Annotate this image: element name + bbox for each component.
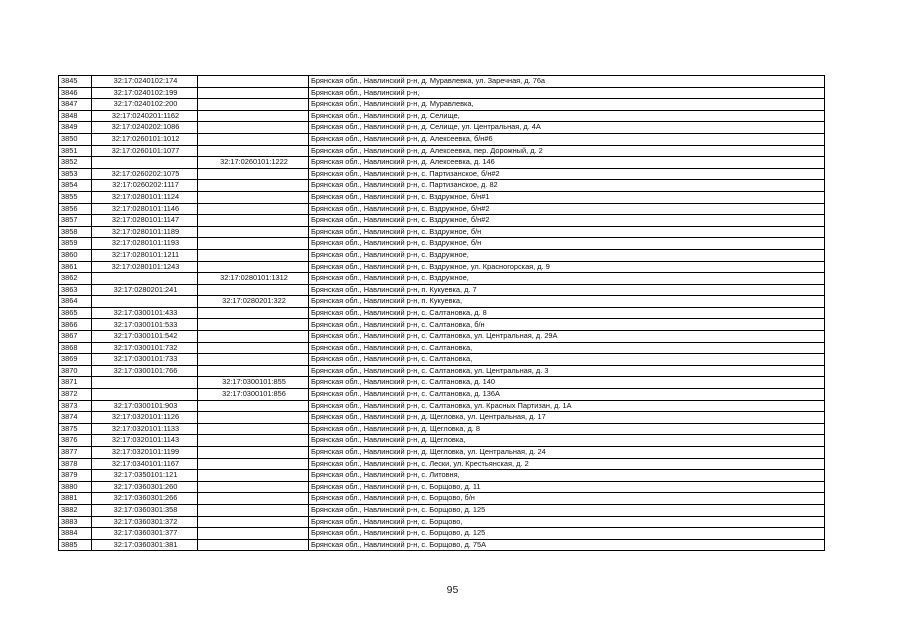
table-row: [59, 342, 825, 354]
address-cell: Брянская обл., Навлинский р-н, с. Борщово, б/н: [309, 493, 825, 505]
row-number-cell: 3855: [59, 191, 92, 203]
cadastral-number-cell: 32:17:0240202:1086: [92, 122, 198, 134]
cadastral-number-alt-cell: [198, 191, 309, 203]
row-number-cell: 3861: [59, 261, 92, 273]
table-row: [59, 133, 825, 145]
cadastral-number-cell: 32:17:0240201:1162: [92, 110, 198, 122]
address-cell: Брянская обл., Навлинский р-н, д. Щегловка, ул. Центральная, д. 17: [309, 412, 825, 424]
row-number-cell: 3862: [59, 273, 92, 285]
cadastral-number-alt-cell: 32:17:0280101:1312: [198, 273, 309, 285]
table-row: [59, 504, 825, 516]
address-cell: Брянская обл., Навлинский р-н, п. Кукуевка,: [309, 296, 825, 308]
table-row: [59, 110, 825, 122]
cadastral-number-alt-cell: [198, 133, 309, 145]
address-cell: Брянская обл., Навлинский р-н, д. Селище, ул. Центральная, д. 4А: [309, 122, 825, 134]
row-number-cell: 3849: [59, 122, 92, 134]
cadastral-number-cell: [92, 157, 198, 169]
table-row: [59, 168, 825, 180]
cadastral-number-alt-cell: [198, 423, 309, 435]
cadastral-number-cell: 32:17:0280201:241: [92, 284, 198, 296]
cadastral-number-cell: 32:17:0300101:766: [92, 365, 198, 377]
cadastral-number-alt-cell: 32:17:0300101:855: [198, 377, 309, 389]
cadastral-number-cell: 32:17:0350101:121: [92, 470, 198, 482]
cadastral-number-alt-cell: [198, 203, 309, 215]
cadastral-number-cell: 32:17:0240102:200: [92, 99, 198, 111]
cadastral-number-cell: 32:17:0320101:1199: [92, 447, 198, 459]
cadastral-number-alt-cell: [198, 215, 309, 227]
cadastral-number-alt-cell: [198, 400, 309, 412]
cadastral-number-alt-cell: [198, 110, 309, 122]
table-row: [59, 238, 825, 250]
table-row: [59, 470, 825, 482]
cadastral-number-cell: [92, 273, 198, 285]
row-number-cell: 3867: [59, 331, 92, 343]
row-number-cell: 3858: [59, 226, 92, 238]
table-row: [59, 296, 825, 308]
table-row: [59, 319, 825, 331]
row-number-cell: 3883: [59, 516, 92, 528]
address-cell: Брянская обл., Навлинский р-н, с. Салтановка, ул. Центральная, д. 3: [309, 365, 825, 377]
cadastral-number-cell: 32:17:0300101:903: [92, 400, 198, 412]
cadastral-number-cell: 32:17:0300101:733: [92, 354, 198, 366]
row-number-cell: 3857: [59, 215, 92, 227]
cadastral-number-alt-cell: [198, 470, 309, 482]
row-number-cell: 3882: [59, 504, 92, 516]
cadastral-number-alt-cell: [198, 319, 309, 331]
row-number-cell: 3853: [59, 168, 92, 180]
row-number-cell: 3846: [59, 87, 92, 99]
table-row: [59, 307, 825, 319]
table-row: [59, 516, 825, 528]
address-cell: Брянская обл., Навлинский р-н, с. Салтановка, ул. Центральная, д. 29А: [309, 331, 825, 343]
table-row: [59, 215, 825, 227]
address-cell: Брянская обл., Навлинский р-н, д. Алексеевка, б/н#6: [309, 133, 825, 145]
address-cell: Брянская обл., Навлинский р-н,: [309, 87, 825, 99]
cadastral-number-cell: 32:17:0280101:1146: [92, 203, 198, 215]
row-number-cell: 3852: [59, 157, 92, 169]
table-row: [59, 354, 825, 366]
address-cell: Брянская обл., Навлинский р-н, с. Вздружное,: [309, 249, 825, 261]
table-row: [59, 284, 825, 296]
cadastral-number-cell: 32:17:0360301:260: [92, 481, 198, 493]
cadastral-number-alt-cell: [198, 122, 309, 134]
table-row: [59, 331, 825, 343]
cadastral-number-cell: 32:17:0280101:1147: [92, 215, 198, 227]
table-row: [59, 377, 825, 389]
table-row: [59, 180, 825, 192]
row-number-cell: 3878: [59, 458, 92, 470]
cadastral-number-alt-cell: [198, 539, 309, 551]
cadastral-number-alt-cell: [198, 435, 309, 447]
address-cell: Брянская обл., Навлинский р-н, с. Партизанское, д. 82: [309, 180, 825, 192]
cadastral-number-cell: 32:17:0260101:1077: [92, 145, 198, 157]
address-cell: Брянская обл., Навлинский р-н, с. Партизанское, б/н#2: [309, 168, 825, 180]
table-row: [59, 203, 825, 215]
cadastral-number-cell: 32:17:0240102:199: [92, 87, 198, 99]
address-cell: Брянская обл., Навлинский р-н, д. Селище,: [309, 110, 825, 122]
row-number-cell: 3859: [59, 238, 92, 250]
page-number: 95: [446, 584, 459, 596]
cadastral-number-cell: 32:17:0340101:1167: [92, 458, 198, 470]
cadastral-number-alt-cell: [198, 249, 309, 261]
cadastral-number-alt-cell: [198, 226, 309, 238]
cadastral-number-cell: 32:17:0360301:377: [92, 528, 198, 540]
address-cell: Брянская обл., Навлинский р-н, с. Борщово, д. 75А: [309, 539, 825, 551]
cadastral-number-cell: 32:17:0300101:542: [92, 331, 198, 343]
row-number-cell: 3871: [59, 377, 92, 389]
row-number-cell: 3851: [59, 145, 92, 157]
table-row: [59, 191, 825, 203]
cadastral-number-alt-cell: [198, 168, 309, 180]
address-cell: Брянская обл., Навлинский р-н, с. Салтановка, д. 140: [309, 377, 825, 389]
cadastral-number-alt-cell: [198, 180, 309, 192]
row-number-cell: 3879: [59, 470, 92, 482]
row-number-cell: 3877: [59, 447, 92, 459]
cadastral-number-alt-cell: [198, 481, 309, 493]
cadastral-number-alt-cell: [198, 238, 309, 250]
address-cell: Брянская обл., Навлинский р-н, д. Алексеевка, пер. Дорожный, д. 2: [309, 145, 825, 157]
cadastral-number-cell: 32:17:0360301:358: [92, 504, 198, 516]
row-number-cell: 3848: [59, 110, 92, 122]
row-number-cell: 3864: [59, 296, 92, 308]
row-number-cell: 3885: [59, 539, 92, 551]
table-row: [59, 99, 825, 111]
address-cell: Брянская обл., Навлинский р-н, с. Борщово, д. 125: [309, 528, 825, 540]
row-number-cell: 3866: [59, 319, 92, 331]
address-cell: Брянская обл., Навлинский р-н, с. Вздружное, б/н: [309, 226, 825, 238]
row-number-cell: 3863: [59, 284, 92, 296]
row-number-cell: 3860: [59, 249, 92, 261]
cadastral-number-alt-cell: [198, 99, 309, 111]
address-cell: Брянская обл., Навлинский р-н, с. Салтановка, ул. Красных Партизан, д. 1А: [309, 400, 825, 412]
table-row: [59, 493, 825, 505]
cadastral-number-cell: [92, 377, 198, 389]
cadastral-number-cell: 32:17:0280101:1124: [92, 191, 198, 203]
table-row: [59, 261, 825, 273]
address-cell: Брянская обл., Навлинский р-н, с. Вздружное, б/н#2: [309, 215, 825, 227]
row-number-cell: 3884: [59, 528, 92, 540]
cadastral-number-alt-cell: [198, 504, 309, 516]
row-number-cell: 3856: [59, 203, 92, 215]
table-row: [59, 226, 825, 238]
cadastral-number-cell: 32:17:0280101:1243: [92, 261, 198, 273]
cadastral-number-cell: 32:17:0300101:533: [92, 319, 198, 331]
address-cell: Брянская обл., Навлинский р-н, с. Салтановка, б/н: [309, 319, 825, 331]
cadastral-number-cell: 32:17:0240102:174: [92, 76, 198, 88]
address-cell: Брянская обл., Навлинский р-н, д. Щегловка, ул. Центральная, д. 24: [309, 447, 825, 459]
cadastral-number-cell: [92, 296, 198, 308]
row-number-cell: 3868: [59, 342, 92, 354]
row-number-cell: 3873: [59, 400, 92, 412]
table-row: [59, 157, 825, 169]
address-cell: Брянская обл., Навлинский р-н, с. Салтановка, д. 8: [309, 307, 825, 319]
cadastral-number-cell: 32:17:0320101:1143: [92, 435, 198, 447]
table-row: [59, 249, 825, 261]
cadastral-number-cell: 32:17:0360301:381: [92, 539, 198, 551]
row-number-cell: 3869: [59, 354, 92, 366]
cadastral-number-alt-cell: [198, 412, 309, 424]
address-cell: Брянская обл., Навлинский р-н, п. Кукуевка, д. 7: [309, 284, 825, 296]
table-row: [59, 76, 825, 88]
address-cell: Брянская обл., Навлинский р-н, д. Муравлевка,: [309, 99, 825, 111]
address-cell: Брянская обл., Навлинский р-н, с. Борщово, д. 125: [309, 504, 825, 516]
row-number-cell: 3845: [59, 76, 92, 88]
address-cell: Брянская обл., Навлинский р-н, с. Салтановка, д. 136А: [309, 389, 825, 401]
table-row: [59, 539, 825, 551]
cadastral-number-cell: 32:17:0260202:1075: [92, 168, 198, 180]
cadastral-number-alt-cell: [198, 458, 309, 470]
cadastral-number-cell: 32:17:0360301:266: [92, 493, 198, 505]
address-cell: Брянская обл., Навлинский р-н, с. Салтановка,: [309, 342, 825, 354]
cadastral-number-alt-cell: [198, 447, 309, 459]
row-number-cell: 3847: [59, 99, 92, 111]
table-row: [59, 365, 825, 377]
address-cell: Брянская обл., Навлинский р-н, с. Лески, ул. Крестьянская, д. 2: [309, 458, 825, 470]
row-number-cell: 3865: [59, 307, 92, 319]
address-cell: Брянская обл., Навлинский р-н, д. Щегловка, д. 8: [309, 423, 825, 435]
cadastral-number-alt-cell: [198, 307, 309, 319]
address-cell: Брянская обл., Навлинский р-н, с. Вздружное, б/н#1: [309, 191, 825, 203]
cadastral-number-alt-cell: [198, 354, 309, 366]
cadastral-number-alt-cell: 32:17:0280201:322: [198, 296, 309, 308]
table-row: [59, 273, 825, 285]
table-row: [59, 400, 825, 412]
cadastral-number-cell: 32:17:0260202:1117: [92, 180, 198, 192]
cadastral-number-alt-cell: [198, 76, 309, 88]
cadastral-number-cell: 32:17:0300101:433: [92, 307, 198, 319]
cadastral-number-alt-cell: [198, 342, 309, 354]
cadastral-number-cell: 32:17:0280101:1189: [92, 226, 198, 238]
address-cell: Брянская обл., Навлинский р-н, с. Вздружное, б/н#2: [309, 203, 825, 215]
cadastral-number-alt-cell: [198, 493, 309, 505]
table-row: [59, 389, 825, 401]
address-cell: Брянская обл., Навлинский р-н, с. Вздружное, б/н: [309, 238, 825, 250]
table-row: [59, 423, 825, 435]
cadastral-number-alt-cell: [198, 261, 309, 273]
address-cell: Брянская обл., Навлинский р-н, д. Муравлевка, ул. Заречная, д. 76а: [309, 76, 825, 88]
row-number-cell: 3881: [59, 493, 92, 505]
address-cell: Брянская обл., Навлинский р-н, с. Борщово,: [309, 516, 825, 528]
address-cell: Брянская обл., Навлинский р-н, д. Алексеевка, д. 146: [309, 157, 825, 169]
address-cell: Брянская обл., Навлинский р-н, с. Вздружное, ул. Красногорская, д. 9: [309, 261, 825, 273]
cadastral-number-cell: 32:17:0280101:1211: [92, 249, 198, 261]
row-number-cell: 3876: [59, 435, 92, 447]
cadastral-number-alt-cell: 32:17:0300101:856: [198, 389, 309, 401]
cadastral-number-alt-cell: [198, 87, 309, 99]
table-row: [59, 447, 825, 459]
cadastral-number-alt-cell: [198, 284, 309, 296]
table-row: [59, 528, 825, 540]
address-cell: Брянская обл., Навлинский р-н, с. Борщово, д. 11: [309, 481, 825, 493]
cadastral-number-cell: 32:17:0280101:1193: [92, 238, 198, 250]
row-number-cell: 3875: [59, 423, 92, 435]
row-number-cell: 3880: [59, 481, 92, 493]
table-row: [59, 87, 825, 99]
table-row: [59, 458, 825, 470]
table-row: [59, 435, 825, 447]
cadastral-number-cell: 32:17:0360301:372: [92, 516, 198, 528]
cadastral-number-alt-cell: [198, 516, 309, 528]
registry-body: [59, 76, 825, 551]
row-number-cell: 3870: [59, 365, 92, 377]
row-number-cell: 3872: [59, 389, 92, 401]
address-cell: Брянская обл., Навлинский р-н, с. Вздружное,: [309, 273, 825, 285]
cadastral-number-cell: 32:17:0320101:1126: [92, 412, 198, 424]
address-cell: Брянская обл., Навлинский р-н, с. Литовня,: [309, 470, 825, 482]
cadastral-number-cell: 32:17:0320101:1133: [92, 423, 198, 435]
cadastral-number-alt-cell: 32:17:0260101:1222: [198, 157, 309, 169]
address-cell: Брянская обл., Навлинский р-н, д. Щегловка,: [309, 435, 825, 447]
table-row: [59, 122, 825, 134]
address-cell: Брянская обл., Навлинский р-н, с. Салтановка,: [309, 354, 825, 366]
row-number-cell: 3854: [59, 180, 92, 192]
cadastral-number-alt-cell: [198, 145, 309, 157]
registry-table: [58, 75, 825, 551]
cadastral-number-cell: 32:17:0300101:732: [92, 342, 198, 354]
table-row: [59, 481, 825, 493]
cadastral-number-alt-cell: [198, 331, 309, 343]
row-number-cell: 3850: [59, 133, 92, 145]
table-row: [59, 412, 825, 424]
row-number-cell: 3874: [59, 412, 92, 424]
cadastral-number-alt-cell: [198, 365, 309, 377]
cadastral-number-alt-cell: [198, 528, 309, 540]
cadastral-number-cell: [92, 389, 198, 401]
table-row: [59, 145, 825, 157]
cadastral-number-cell: 32:17:0260101:1012: [92, 133, 198, 145]
